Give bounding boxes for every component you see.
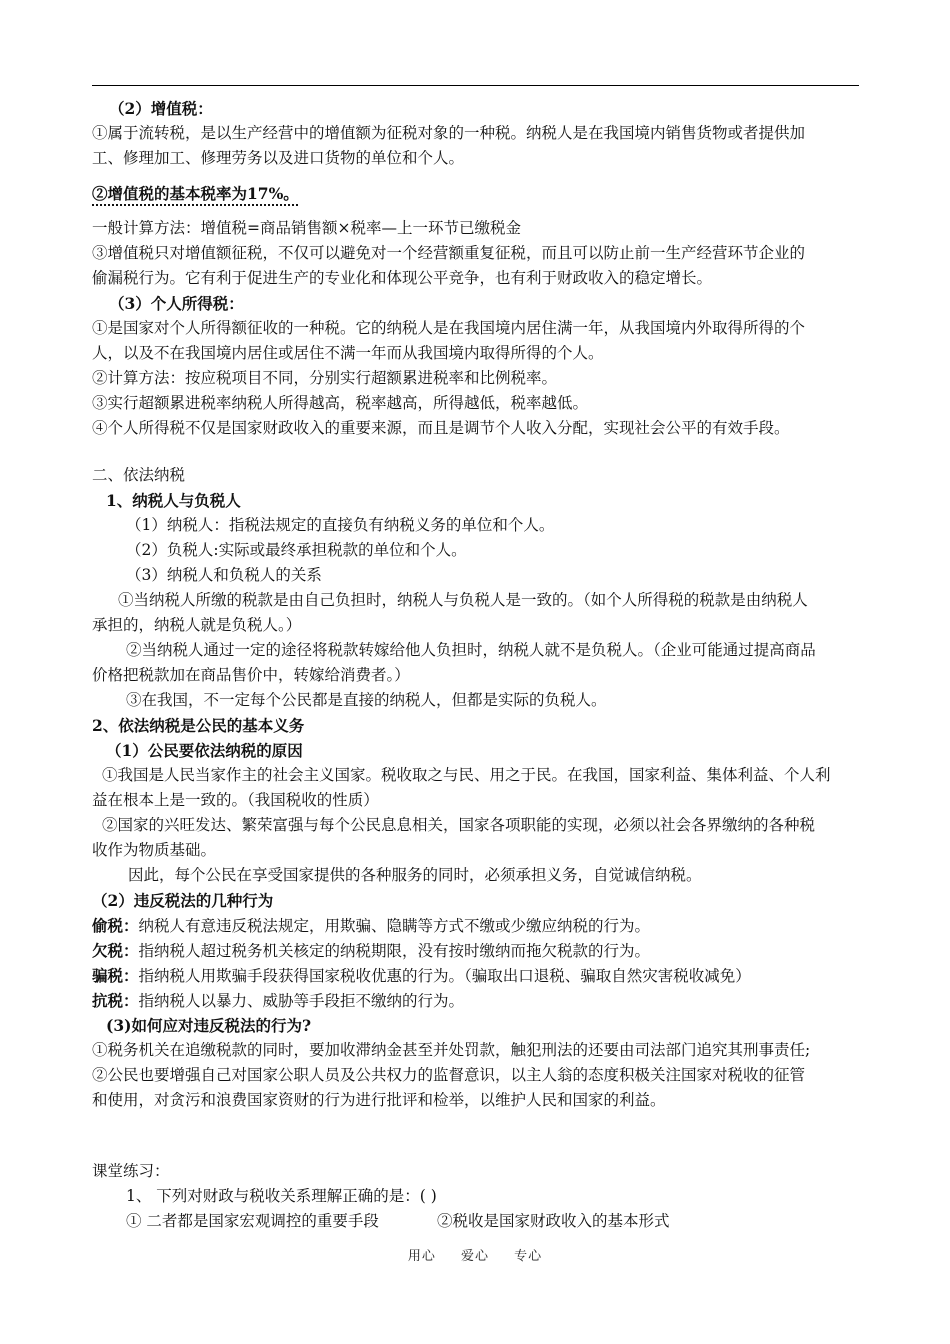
violation-evasion: [92, 913, 862, 938]
income-tax-point-1-line-1: ①是国家对个人所得额征收的一种税。它的纳税人是在我国境内居住满一年，从我国境内外取得所得的个: [92, 319, 806, 337]
relationship-heading: （3）纳税人和负税人的关系: [126, 566, 322, 584]
relationship-point-3: ③在我国，不一定每个公民都是直接的纳税人，但都是实际的负税人。: [126, 691, 607, 709]
reason-2-line-1: ②国家的兴旺发达、繁荣富强与每个公民息息相关，国家各项职能的实现，必须以社会各界缴纳的各种税: [102, 816, 816, 834]
violation-definition: 指纳税人以暴力、威胁等手段拒不缴纳的行为。: [138, 992, 465, 1010]
option-2: ②税收是国家财政收入的基本形式: [436, 1212, 670, 1230]
option-1: ① 二者都是国家宏观调控的重要手段: [126, 1212, 379, 1230]
violation-definition: 纳税人有意违反税法规定，用欺骗、隐瞒等方式不缴或少缴应纳税的行为。: [138, 917, 651, 935]
violation-term: 欠税：: [92, 941, 139, 960]
income-tax-point-2: ②计算方法：按应税项目不同，分别实行超额累进税率和比例税率。: [92, 369, 558, 387]
footer-word: 用心: [407, 1249, 436, 1264]
vat-point-2: [92, 181, 862, 206]
footer-word: 专心: [514, 1249, 543, 1264]
income-tax-point-4: ④个人所得税不仅是国家财政收入的重要来源，而且是调节个人收入分配，实现社会公平的有效手段。: [92, 419, 790, 437]
exercise-question-1: 1、 下列对财政与税收关系理解正确的是：( ): [126, 1187, 437, 1205]
response-point-2-line-1: ②公民也要增强自己对国家公职人员及公共权力的监督意识，以主人翁的态度积极关注国家对税收的征管: [92, 1066, 806, 1084]
violation-term: 偷税：: [92, 916, 139, 935]
vat-point-1-line-2: 工、修理加工、修理劳务以及进口货物的单位和个人。: [92, 149, 465, 167]
relationship-point-1-line-2: 承担的，纳税人就是负税人。）: [92, 616, 302, 634]
relationship-point-2-line-2: 价格把税款加在商品售价中，转嫁给消费者。）: [92, 666, 410, 684]
section-2-heading: 二、依法纳税: [92, 466, 186, 484]
response-point-2-line-2: 和使用，对贪污和浪费国家资财的行为进行批评和检举，以维护人民和国家的利益。: [92, 1091, 666, 1109]
violation-definition: 指纳税人超过税务机关核定的纳税期限，没有按时缴纳而拖欠税款的行为。: [138, 942, 651, 960]
page-footer: [0, 1245, 950, 1264]
reason-2-line-2: 收作为物质基础。: [92, 841, 217, 859]
document-body: [92, 96, 862, 1234]
vat-formula: 一般计算方法：增值税=商品销售额×税率—上一环节已缴税金: [92, 219, 521, 237]
relationship-point-2-line-1: ②当纳税人通过一定的途径将税款转嫁给他人负担时，纳税人就不是负税人。（企业可能通过提高商品: [126, 641, 816, 659]
vat-point-1-line-1: ①属于流转税，是以生产经营中的增值额为征税对象的一种税。纳税人是在我国境内销售货物或者提供加: [92, 124, 806, 142]
violation-arrears: [92, 938, 862, 963]
reason-1-line-2: 益在根本上是一致的。（我国税收的性质）: [92, 791, 379, 809]
footer-word: 爱心: [460, 1249, 489, 1264]
vat-title: （2）增值税：: [109, 99, 213, 118]
tax-bearer-definition: （2）负税人:实际或最终承担税款的单位和个人。: [126, 541, 467, 559]
vat-rate-emphasis: ②增值税的基本税率为17%。: [92, 184, 299, 203]
response-heading: (3)如何应对违反税法的行为?: [106, 1016, 312, 1035]
relationship-point-1-line-1: ①当纳税人所缴的税款是由自己负担时，纳税人与负税人是一致的。（如个人所得税的税款是由纳税人: [118, 591, 808, 609]
violation-definition: 指纳税人用欺骗手段获得国家税收优惠的行为。（骗取出口退税、骗取自然灾害税收减免）: [138, 967, 751, 985]
reasons-heading: （1）公民要依法纳税的原因: [106, 741, 303, 760]
violation-term: 抗税：: [92, 991, 139, 1010]
reasons-conclusion: 因此，每个公民在享受国家提供的各种服务的同时，必须承担义务，自觉诚信纳税。: [128, 866, 702, 884]
header-rule: [92, 85, 859, 86]
income-tax-title: （3）个人所得税：: [109, 294, 244, 313]
response-point-1: ①税务机关在追缴税款的同时，要加收滞纳金甚至并处罚款，触犯刑法的还要由司法部门追究其刑事责任;: [92, 1041, 811, 1059]
income-tax-point-1-line-2: 人，以及不在我国境内居住或居住不满一年而从我国境内取得所得的个人。: [92, 344, 604, 362]
vat-point-3-line-1: ③增值税只对增值额征税，不仅可以避免对一个经营额重复征税，而且可以防止前一生产经营环节企业的: [92, 244, 806, 262]
exercise-question-1-options: [92, 1209, 862, 1234]
income-tax-point-3: ③实行超额累进税率纳税人所得越高，税率越高，所得越低，税率越低。: [92, 394, 589, 412]
violation-resistance: [92, 988, 862, 1013]
violations-heading: （2）违反税法的几种行为: [92, 891, 274, 910]
reason-1-line-1: ①我国是人民当家作主的社会主义国家。税收取之与民、用之于民。在我国，国家利益、集体利益、个人利: [102, 766, 831, 784]
vat-point-3-line-2: 偷漏税行为。它有利于促进生产的专业化和体现公平竞争，也有利于财政收入的稳定增长。: [92, 269, 713, 287]
exercise-heading: 课堂练习：: [92, 1162, 170, 1180]
duty-subheading: 2、依法纳税是公民的基本义务: [92, 716, 305, 735]
violation-fraud: [92, 963, 862, 988]
taxpayer-definition: （1）纳税人：指税法规定的直接负有纳税义务的单位和个人。: [126, 516, 555, 534]
violation-term: 骗税：: [92, 966, 139, 985]
taxpayer-subheading: 1、纳税人与负税人: [106, 491, 241, 510]
